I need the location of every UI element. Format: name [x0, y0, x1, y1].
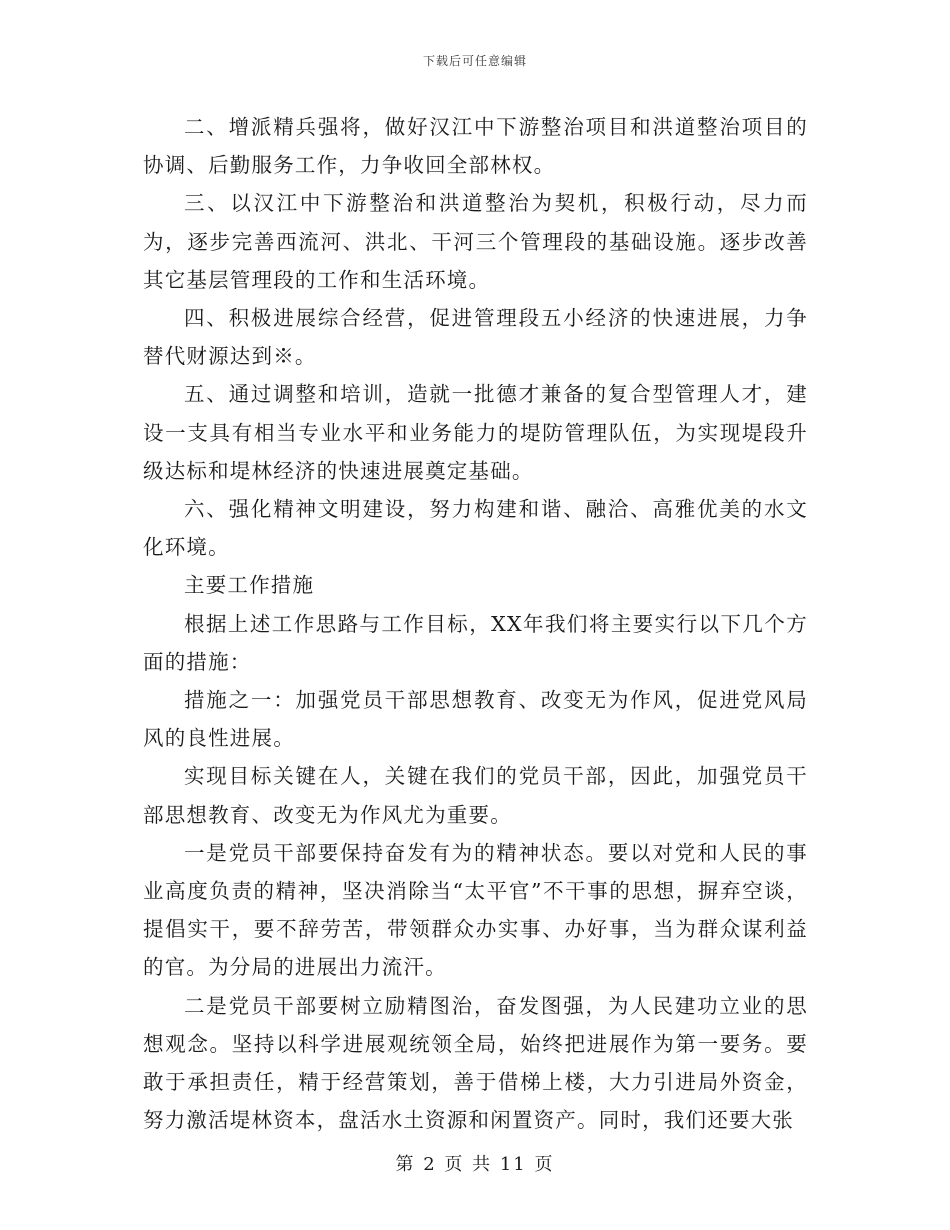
paragraph-measures-intro: 根据上述工作思路与工作目标，XX年我们将主要实行以下几个方面的措施： — [143, 611, 808, 674]
paragraph-point-two: 二是党员干部要树立励精图治，奋发图强，为人民建功立业的思想观念。坚持以科学进展观统领全局，始终把进展作为第一要务。要敢于承担责任，精于经营策划，善于借梯上楼，大力引进局外资金，努力激活堤林资本，盘活水土资源和闲置资产。同时，我们还要大张 — [143, 993, 808, 1133]
page-header: 下载后可任意编辑 — [422, 54, 527, 68]
paragraph-6: 六、强化精神文明建设，努力构建和谐、融洽、高雅优美的水文化环境。 — [143, 497, 808, 560]
paragraph-3: 三、以汉江中下游整治和洪道整治为契机，积极行动，尽力而为，逐步完善西流河、洪北、干河三个管理段的基础设施。逐步改善其它基层管理段的工作和生活环境。 — [143, 191, 808, 292]
paragraph-2: 二、增派精兵强将，做好汉江中下游整治项目和洪道整治项目的协调、后勤服务工作，力争收回全部林权。 — [143, 115, 808, 178]
paragraph-key-people: 实现目标关键在人，关键在我们的党员干部，因此，加强党员干部思想教育、改变无为作风尤为重要。 — [143, 764, 808, 827]
paragraph-point-one: 一是党员干部要保持奋发有为的精神状态。要以对党和人民的事业高度负责的精神，坚决消除当“太平官”不干事的思想，摒弃空谈，提倡实干，要不辞劳苦，带领群众办实事、办好事，当为群众谋利益的官。为分局的进展出力流汗。 — [143, 840, 808, 980]
paragraph-measure-one: 措施之一：加强党员干部思想教育、改变无为作风，促进党风局风的良性进展。 — [143, 688, 808, 751]
page-footer: 第 2 页 共 11 页 — [395, 1154, 555, 1175]
paragraph-4: 四、积极进展综合经营，促进管理段五小经济的快速进展，力争替代财源达到※。 — [143, 306, 808, 369]
section-heading-measures: 主要工作措施 — [184, 573, 315, 598]
paragraph-5: 五、通过调整和培训，造就一批德才兼备的复合型管理人才，建设一支具有相当专业水平和业务能力的堤防管理队伍，为实现堤段升级达标和堤林经济的快速进展奠定基础。 — [143, 382, 808, 483]
document-body — [143, 108, 808, 1139]
